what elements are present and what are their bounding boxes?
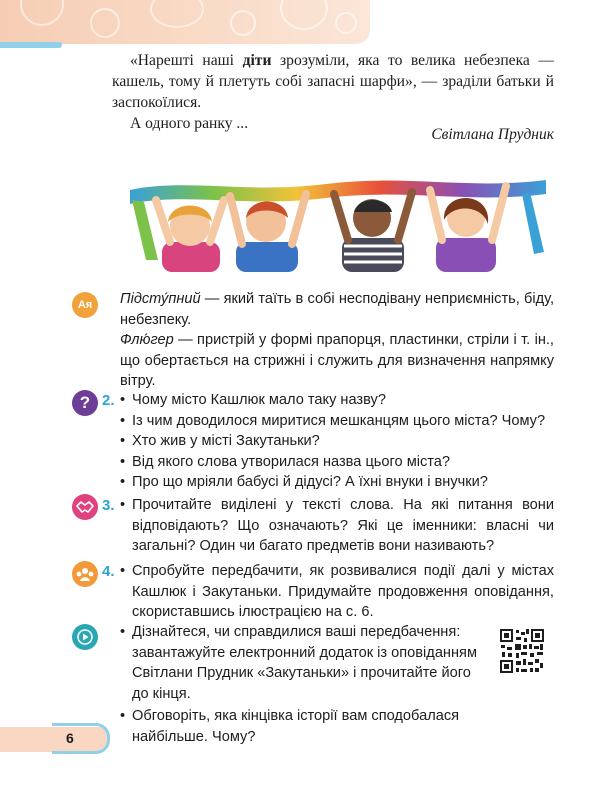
glossary-section (120, 289, 554, 392)
glossary-entry-1 (120, 289, 554, 330)
highlighted-word: діти (242, 52, 272, 69)
list-item: • Від якого слова утворилася назва цього міста? (120, 452, 554, 473)
handshake-icon (72, 494, 98, 520)
qr-code-icon[interactable] (499, 628, 545, 674)
glossary-term-2: Флю́гер (120, 332, 174, 348)
page-number-tab-edge (52, 723, 110, 754)
task-4-list (120, 561, 554, 623)
task-2-list (120, 390, 554, 493)
glossary-definition-1: — який таїть в собі несподівану неприємність, біду, небезпеку. (120, 291, 554, 328)
play-icon (72, 624, 98, 650)
group-people-glyph (75, 566, 95, 582)
top-accent-strip (0, 42, 62, 48)
story-author: Світлана Прудник (431, 126, 554, 143)
children-scarf-illustration (126, 160, 550, 272)
task-2-number: 2. (102, 392, 115, 409)
play-glyph (77, 629, 93, 645)
glossary-definition-2: — пристрій у формі прапорця, пластинки, стріли і т. ін., що обертається на стрижні і служить для визначення напрямку вітру. (120, 332, 554, 389)
top-decorative-banner (0, 0, 370, 44)
task-3-list (120, 495, 554, 557)
task-4-number: 4. (102, 563, 115, 580)
glossary-badge-text: Ая (77, 299, 93, 311)
group-people-icon (72, 561, 98, 587)
page-number: 6 (66, 730, 74, 746)
story-text-part: «Нарешті наші (130, 52, 243, 69)
list-item: • Хто жив у місті Закутаньки? (120, 431, 554, 452)
task-5-list (120, 622, 554, 747)
list-item: • Прочитайте виділені у тексті слова. На які питання вони відповідають? Що означають? Які це іменники: власні чи загальні? Один чи багато предметів вони називають? (120, 495, 554, 557)
question-icon: ? (72, 390, 98, 416)
story-text (112, 50, 554, 134)
list-item: • Чому місто Кашлюк мало таку назву? (120, 390, 554, 411)
glossary-entry-2 (120, 330, 554, 392)
story-paragraph-2: А одного ранку ... (130, 115, 249, 132)
story-paragraph-1 (112, 50, 554, 113)
handshake-glyph (76, 500, 94, 514)
list-item: • Із чим доводилося миритися мешканцям цього міста? Чому? (120, 411, 554, 432)
list-item: • Спробуйте передбачити, як розвивалися події далі у містах Кашлюк і Закутаньки. Придумайте продовження оповідання, скориставшись ілюстрацією на с. 6. (120, 561, 554, 623)
story-text-part: зрозуміли, яка то велика небезпека — кашель, тому й плетуть собі запасні шарфи», — зраділи батьки й заспокоїлися. (112, 52, 554, 111)
list-item: • Дізнайтеся, чи справдилися ваші передбачення: завантажуйте електронний додаток із оповіданням Світлани Прудник «Закутаньки» і прочитайте його до кінця. (120, 622, 484, 704)
glossary-term-1: Підсту́пний (120, 291, 201, 307)
task-3-number: 3. (102, 497, 115, 514)
list-item: • Про що мріяли бабусі й дідусі? А їхні внуки і внучки? (120, 472, 554, 493)
glossary-letters-icon (72, 292, 98, 318)
list-item: • Обговоріть, яка кінцівка історії вам сподобалася найбільше. Чому? (120, 706, 484, 747)
